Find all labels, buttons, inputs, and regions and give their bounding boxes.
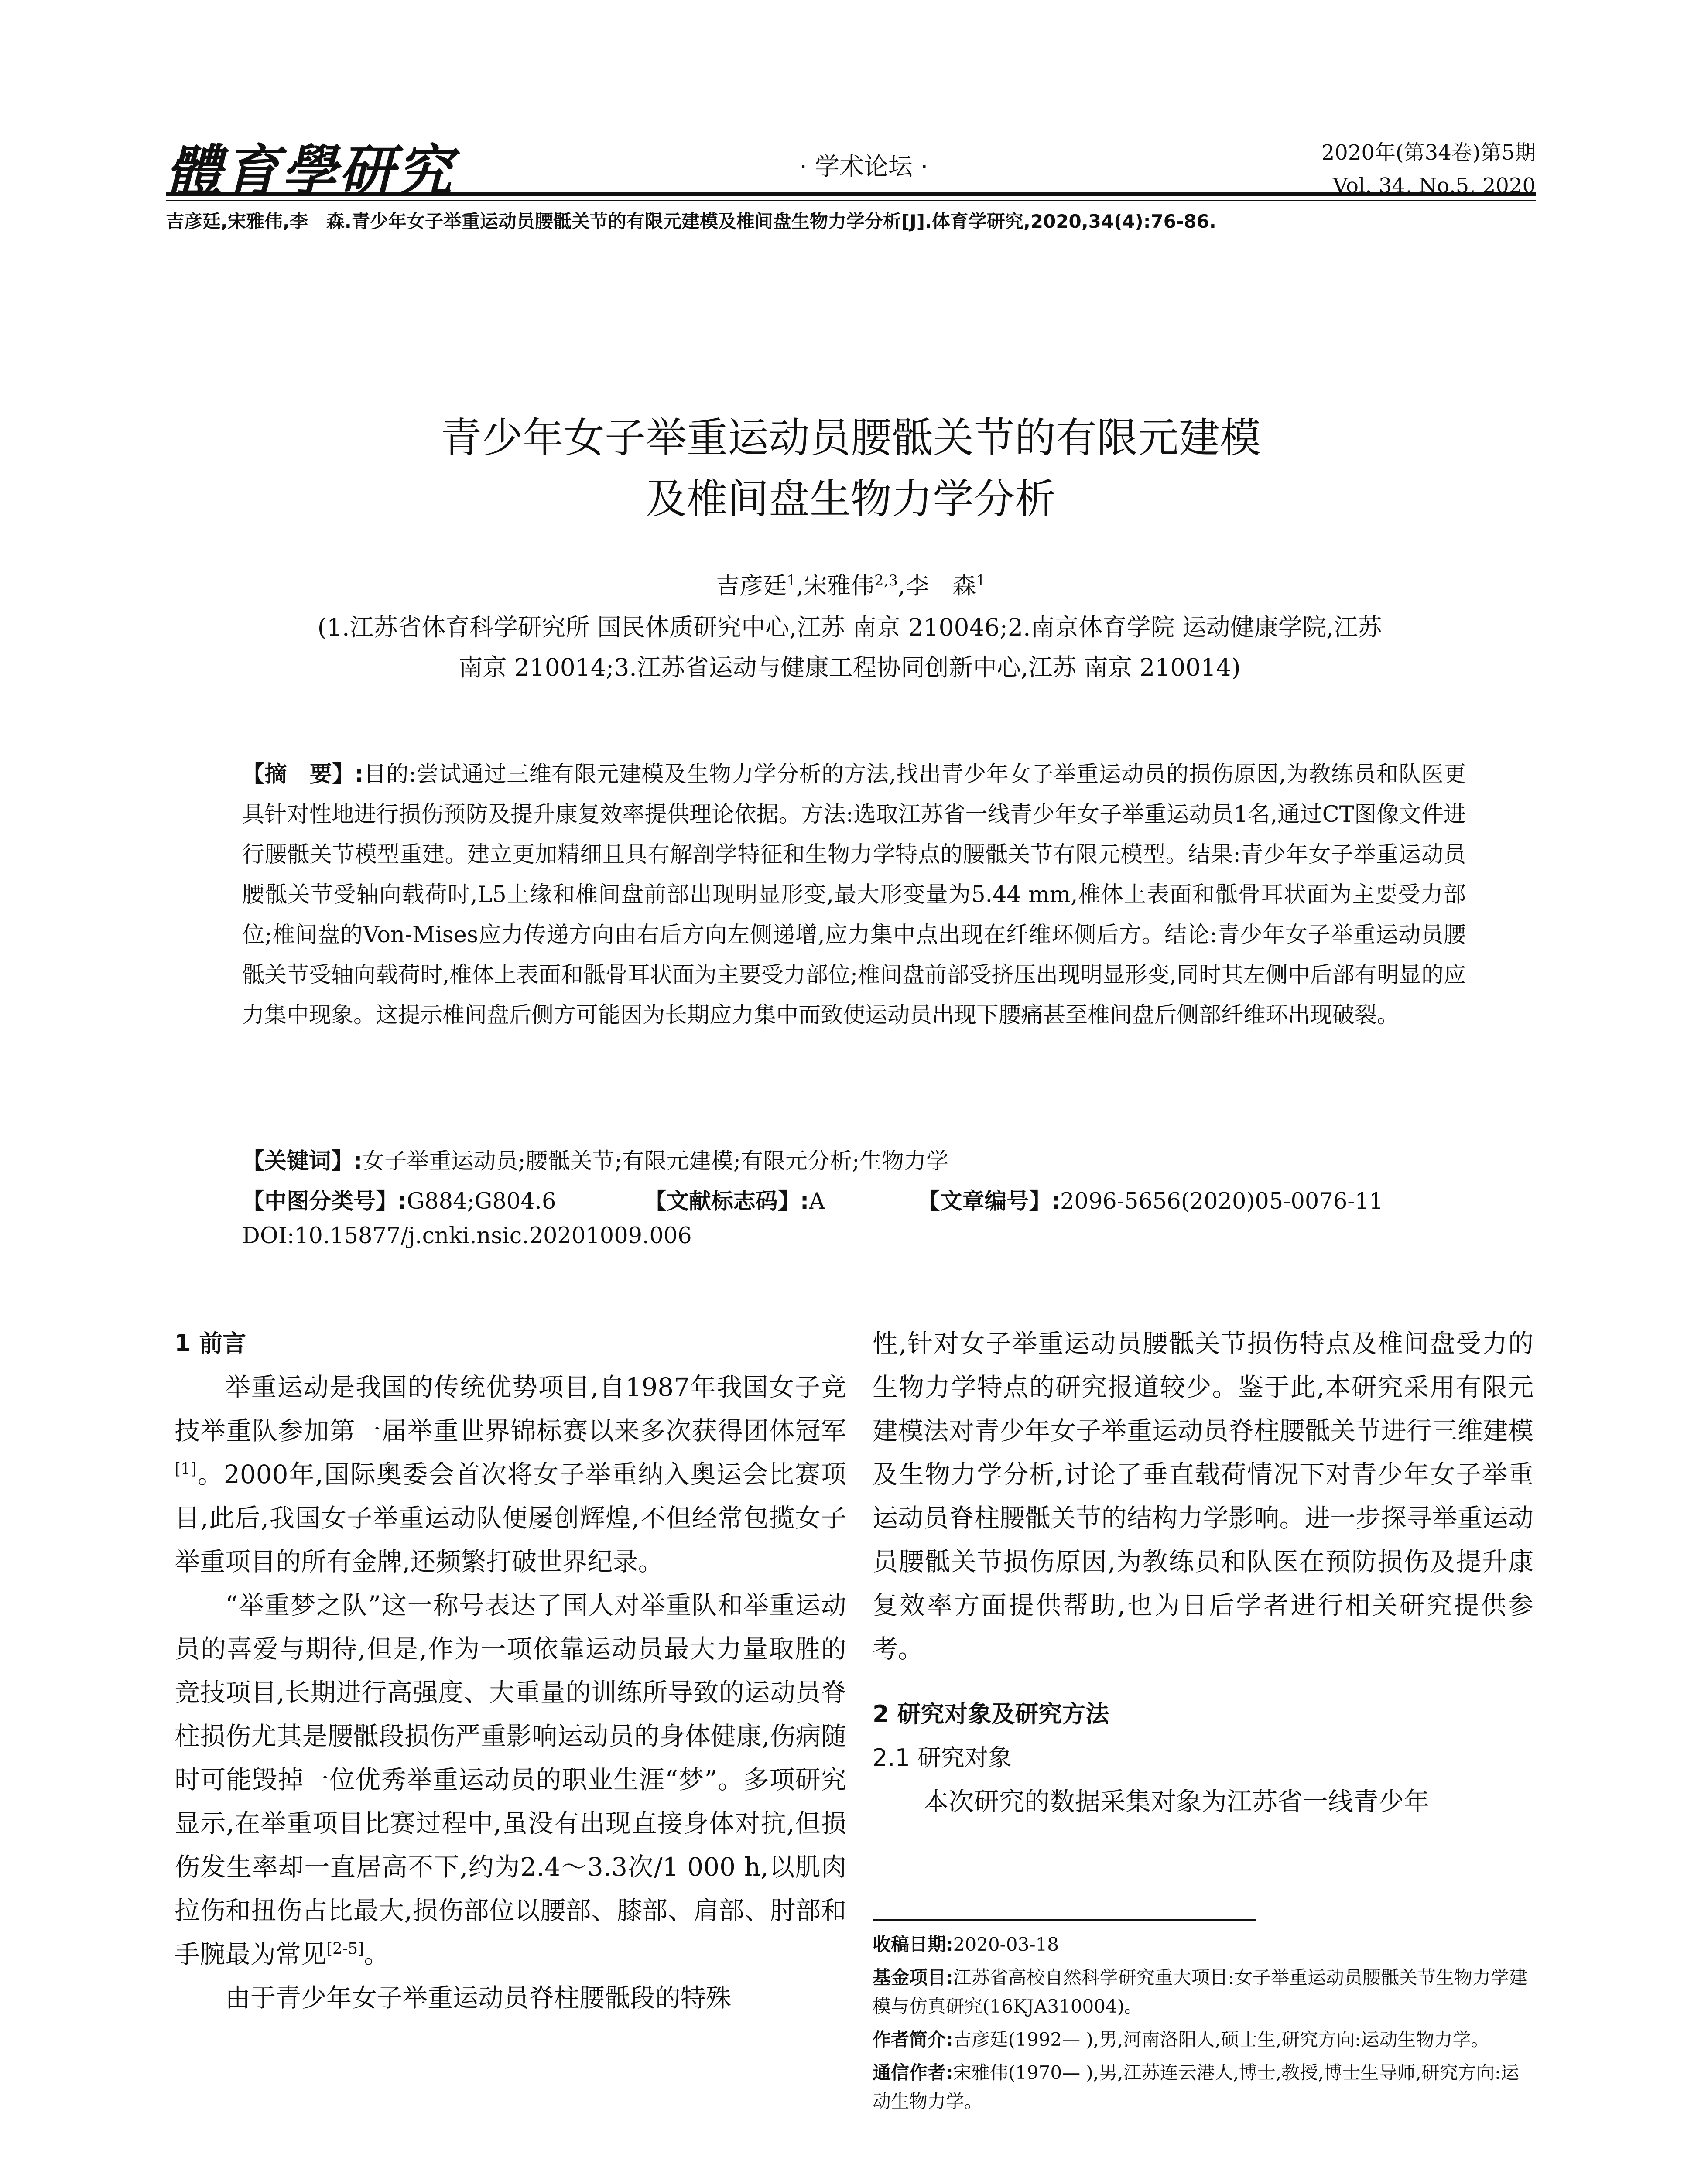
issue-cn: 2020年(第34卷)第5期: [1321, 140, 1536, 165]
paragraph-1-text-cont: 。2000年,国际奥委会首次将女子举重纳入奥运会比赛项目,此后,我国女子举重运动队便屡创辉煌,不但经常包揽女子举重项目的所有金牌,还频繁打破世界纪录。: [175, 1460, 846, 1576]
body-column-left: [175, 1322, 846, 2020]
doi: DOI:10.15877/j.cnki.nsic.20201009.006: [242, 1223, 692, 1249]
keywords-label: 【关键词】:: [242, 1149, 363, 1174]
received-label: 收稿日期:: [873, 1934, 953, 1955]
bio-label: 作者简介:: [873, 2029, 953, 2050]
paragraph-3: 由于青少年女子举重运动员脊柱腰骶段的特殊: [225, 1983, 732, 2013]
paragraph-1-text: 举重运动是我国的传统优势项目,自1987年我国女子竞技举重队参加第一届举重世界锦标赛以来多次获得团体冠军: [175, 1372, 846, 1446]
header-rule-thin: [166, 200, 1536, 201]
footnote-bio: [873, 2025, 1533, 2054]
author-2-affil: 2,3: [874, 572, 898, 589]
paragraph-1: [175, 1365, 846, 1583]
author-2: 宋雅伟: [803, 572, 874, 599]
abstract: [242, 755, 1466, 1036]
doc-code-label: 【文献标志码】:: [644, 1189, 809, 1214]
paragraph-2-text-cont: 。: [364, 1939, 390, 1969]
affiliation-line-1: (1.江苏省体育科学研究所 国民体质研究中心,江苏 南京 210046;2.南京体育学院 运动健康学院,江苏: [317, 613, 1382, 641]
citation-ref: [1]: [175, 1460, 197, 1478]
section-2-1-heading: 2.1 研究对象: [873, 1744, 1012, 1771]
corr-label: 通信作者:: [873, 2062, 953, 2083]
fund-label: 基金项目:: [873, 1967, 953, 1988]
footnote-corresponding: [873, 2058, 1533, 2116]
paragraph-2-text: “举重梦之队”这一称号表达了国人对举重队和举重运动员的喜爱与期待,但是,作为一项依靠运动员最大力量取胜的竞技项目,长期进行高强度、大重量的训练所导致的运动员脊柱损伤尤其是腰骶段损伤严重影响运动员的身体健康,伤病随时可能毁掉一位优秀举重运动员的职业生涯“梦”。多项研究显示,在举重项目比赛过程中,虽没有出现直接身体对抗,但损伤发生率却一直居高不下,约为2.4～3.3次/1 000 h,以肌肉拉伤和扭伤占比最大,损伤部位以腰部、膝部、肩部、肘部和手腕最为常见: [175, 1590, 846, 1969]
header-rule-thick: [166, 192, 1536, 196]
affiliation-line-2: 南京 210014;3.江苏省运动与健康工程协同创新中心,江苏 南京 210014): [459, 653, 1241, 681]
corr-text: 宋雅伟(1970— ),男,江苏连云港人,博士,教授,博士生导师,研究方向:运动生物力学。: [873, 2062, 1520, 2112]
affiliations: [236, 607, 1464, 687]
author-sep: ,: [796, 572, 804, 599]
footnote-rule: [873, 1919, 1256, 1921]
citation-ref: [2-5]: [326, 1940, 364, 1958]
abstract-label: 【摘 要】:: [242, 762, 364, 787]
author-1: 吉彦廷: [716, 572, 787, 599]
author-1-affil: 1: [787, 572, 796, 589]
received-date: 2020-03-18: [953, 1934, 1059, 1955]
bio-text: 吉彦廷(1992— ),男,河南洛阳人,硕士生,研究方向:运动生物力学。: [953, 2029, 1489, 2050]
title-line-2: 及椎间盘生物力学分析: [645, 475, 1056, 523]
section-1-heading: 1 前言: [175, 1330, 246, 1357]
article-no-value: 2096-5656(2020)05-0076-11: [1060, 1189, 1383, 1214]
paragraph-2: [175, 1583, 846, 1976]
issue-en: Vol. 34, No.5, 2020: [1332, 174, 1536, 198]
title-line-1: 青少年女子举重运动员腰骶关节的有限元建模: [440, 414, 1261, 462]
fund-text: 江苏省高校自然科学研究重大项目:女子举重运动员腰骶关节生物力学建模与仿真研究(16KJA310004)。: [873, 1967, 1527, 2017]
section-2-heading: 2 研究对象及研究方法: [873, 1700, 1109, 1728]
footnote-received: [873, 1930, 1533, 1959]
author-list: [166, 567, 1536, 601]
author-3: 李 森: [905, 572, 976, 599]
paragraph-3-continued: 性,针对女子举重运动员腰骶关节损伤特点及椎间盘受力的生物力学特点的研究报道较少。鉴于此,本研究采用有限元建模法对青少年女子举重运动员脊柱腰骶关节进行三维建模及生物力学分析,讨论了垂直载荷情况下对青少年女子举重运动员脊柱腰骶关节的结构力学影响。进一步探寻举重运动员腰骶关节损伤原因,为教练员和队医在预防损伤及提升康复效率方面提供帮助,也为日后学者进行相关研究提供参考。: [873, 1329, 1533, 1664]
classification: [242, 1183, 1468, 1215]
article-title: [166, 408, 1536, 530]
article-no-label: 【文章编号】:: [917, 1189, 1060, 1214]
citation-line: 吉彦廷,宋雅伟,李 森.青少年女子举重运动员腰骶关节的有限元建模及椎间盘生物力学分析[J].体育学研究,2020,34(4):76-86.: [166, 211, 1216, 232]
keywords-text: 女子举重运动员;腰骶关节;有限元建模;有限元分析;生物力学: [362, 1149, 949, 1174]
journal-logo: 體育學研究: [166, 139, 454, 204]
clc-label: 【中图分类号】:: [242, 1189, 407, 1214]
paragraph-4: 本次研究的数据采集对象为江苏省一线青少年: [923, 1787, 1430, 1816]
section-tag: · 学术论坛 ·: [799, 153, 928, 181]
footnotes: [873, 1930, 1533, 2120]
footnote-fund: [873, 1963, 1533, 2021]
author-sep: ,: [898, 572, 906, 599]
clc-value: G884;G804.6: [407, 1189, 556, 1214]
author-3-affil: 1: [976, 572, 986, 589]
abstract-text: 目的:尝试通过三维有限元建模及生物力学分析的方法,找出青少年女子举重运动员的损伤原因,为教练员和队医更具针对性地进行损伤预防及提升康复效率提供理论依据。方法:选取江苏省一线青少年女子举重运动员1名,通过CT图像文件进行腰骶关节模型重建。建立更加精细且具有解剖学特征和生物力学特点的腰骶关节有限元模型。结果:青少年女子举重运动员腰骶关节受轴向载荷时,L5上缘和椎间盘前部出现明显形变,最大形变量为5.44 mm,椎体上表面和骶骨耳状面为主要受力部位;椎间盘的Von-Mises应力传递方向由右后方向左侧递增,应力集中点出现在纤维环侧后方。结论:青少年女子举重运动员腰骶关节受轴向载荷时,椎体上表面和骶骨耳状面为主要受力部位;椎间盘前部受挤压出现明显形变,同时其左侧中后部有明显的应力集中现象。这提示椎间盘后侧方可能因为长期应力集中而致使运动员出现下腰痛甚至椎间盘后侧部纤维环出现破裂。: [242, 762, 1466, 1028]
body-column-right: [873, 1322, 1533, 1823]
doc-code-value: A: [809, 1189, 825, 1214]
keywords: [242, 1143, 948, 1175]
